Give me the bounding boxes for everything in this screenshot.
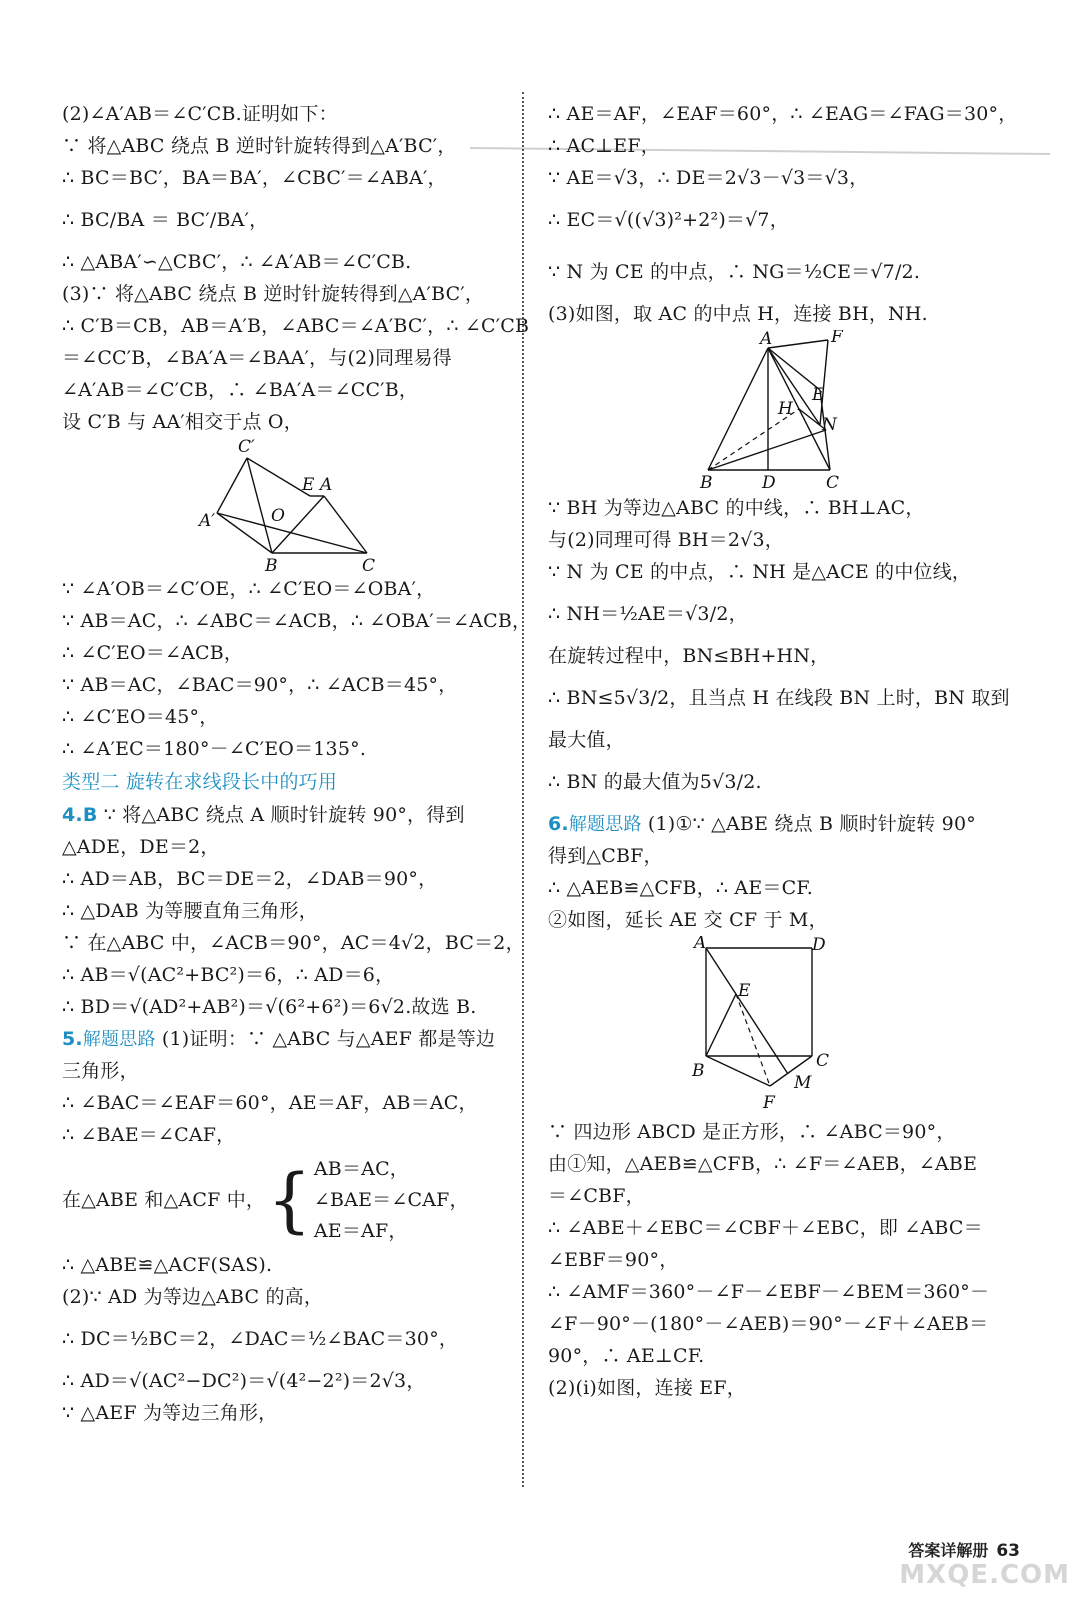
text-line: ∵ BH 为等边△ABC 的中线，∴ BH⊥AC， [548,497,925,519]
section-heading: 类型二 旋转在求线段长中的巧用 [62,771,338,793]
text-line: ∵ 在△ABC 中，∠ACB＝90°，AC＝4√2，BC＝2， [62,932,525,954]
text-line: (2)∵ AD 为等边△ABC 的高， [62,1286,324,1308]
label-b: B [692,1061,705,1081]
label-e: E [812,385,825,405]
text-line: ＝∠CC′B，∠BA′A＝∠BAA′，与(2)同理易得 [62,347,452,369]
page-footer [908,1538,1020,1561]
label-c: C [362,556,376,573]
text-line: 在△ABE 和△ACF 中， [62,1189,266,1211]
text-line: ∵ AB＝AC，∠BAC＝90°，∴ ∠ACB＝45°， [62,674,458,696]
label-c: C [826,473,840,492]
text-line: △ADE，DE＝2， [62,836,220,858]
brace-symbol: { [267,1159,312,1241]
label-a-prime: A′ [199,511,216,531]
text-line: ∴ AE＝AF，∠EAF＝60°，∴ ∠EAG＝∠FAG＝30°， [548,103,1018,125]
text-line: (3)如图，取 AC 的中点 H，连接 BH，NH. [548,303,928,325]
text-line: ∴ AD＝√(AC²−DC²)＝√(4²−2²)＝2√3， [62,1370,426,1392]
label-o: O [271,506,285,526]
label-h: H [778,399,793,419]
text-line: ∴ BN≤5√3/2，且当点 H 在线段 BN 上时，BN 取到 [548,687,1010,709]
text-line: ∴ ∠AMF＝360°－∠F－∠EBF－∠BEM＝360°－ [548,1281,990,1303]
text-line: ∴ C′B＝CB，AB＝A′B，∠ABC＝∠A′BC′，∴ ∠C′CB [62,315,530,337]
text-line: ∴ BC＝BC′，BA＝BA′，∠CBC′＝∠ABA′， [62,167,447,189]
text-line: ∴ ∠BAC＝∠EAF＝60°，AE＝AF，AB＝AC， [62,1092,478,1114]
brace-item: AB＝AC， [313,1157,410,1180]
question-number: 5. [62,1028,83,1050]
text-line: 与(2)同理可得 BH＝2√3， [548,529,784,551]
label-a: A [320,475,333,495]
text-line: ∠A′AB＝∠C′CB，∴ ∠BA′A＝∠CC′B， [62,379,419,401]
question-number: 4.B [62,804,98,826]
text-line: ∴ BD＝√(AD²+AB²)＝√(6²+6²)＝6√2.故选 B. [62,996,477,1018]
label-b: B [700,473,713,492]
text-line: ∵ △AEF 为等边三角形， [62,1402,278,1424]
text-line: ∵ N 为 CE 的中点，∴ NG＝½CE＝√7/2. [548,261,921,283]
text-line: ∴ ∠ABE＋∠EBC＝∠CBF＋∠EBC，即 ∠ABC＝ [548,1217,983,1239]
figure-rotation-1 [62,438,507,573]
text-line: ∴ EC＝√((√3)²+2²)＝√7， [548,209,789,231]
brace-system [62,1151,507,1249]
text-line: ∠F－90°－(180°－∠AEB)＝90°－∠F＋∠AEB＝ [548,1313,989,1335]
text-line: ∴ DC＝½BC＝2，∠DAC＝½∠BAC＝30°， [62,1328,459,1350]
label-m: M [794,1073,812,1093]
text-line: ∴ ∠C′EO＝45°， [62,706,219,728]
text-line: ∴ ∠C′EO＝∠ACB， [62,642,244,664]
label-e: E [738,981,751,1001]
text-line: 设 C′B 与 AA′相交于点 O， [62,411,303,433]
question-5-line [62,1023,507,1055]
label-b: B [265,556,278,573]
label-d: D [762,473,776,492]
text-line: 三角形， [62,1060,139,1082]
text-line: 由①知，△AEB≌△CFB，∴ ∠F＝∠AEB，∠ABE [548,1153,978,1175]
label-e: E [302,475,315,495]
text-line: ∴ BN 的最大值为5√3/2. [548,771,762,793]
text-line: ∵ 四边形 ABCD 是正方形，∴ ∠ABC＝90°， [548,1121,956,1143]
figure-square-3 [548,936,1008,1116]
text-line: 在旋转过程中，BN≤BH+HN， [548,645,830,667]
text-line: ②如图，延长 AE 交 CF 于 M， [548,909,828,931]
right-column [548,98,1018,1404]
text-line: ＝∠CBF， [548,1185,645,1207]
text-line: ∵ ∠A′OB＝∠C′OE，∴ ∠C′EO＝∠OBA′， [62,578,436,600]
label-a: A [760,330,773,349]
question-6-line [548,808,1008,840]
label-c-prime: C′ [238,438,255,457]
text-line: ∠EBF＝90°， [548,1249,679,1271]
text-line: 得到△CBF， [548,845,663,867]
text-line: ∴ AB＝√(AC²+BC²)＝6，∴ AD＝6， [62,964,395,986]
footer-label: 答案详解册 [908,1541,989,1560]
brace-item: ∠BAE＝∠CAF， [313,1188,469,1211]
label-n: N [822,415,837,435]
text-line: ∴ BC/BA ＝ BC′/BA′， [62,209,269,231]
text-line: ∴ ∠BAE＝∠CAF， [62,1124,236,1146]
hint-label: 解题思路 [82,1029,156,1050]
text-line: ∴ △ABA′∽△CBC′，∴ ∠A′AB＝∠C′CB. [62,251,412,273]
label-f: F [831,330,843,347]
text-line: ∵ N 为 CE 的中点，∴ NH 是△ACE 的中位线， [548,561,972,583]
label-a: A [694,936,707,953]
text-line: ∴ △ABE≌△ACF(SAS). [62,1254,273,1276]
text-line: 最大值， [548,729,625,751]
question-4-line [62,799,507,831]
label-d: D [812,936,826,955]
watermark: MXQE.COM [899,1560,1070,1590]
label-f: F [763,1093,775,1113]
brace-item: AE＝AF， [313,1219,408,1242]
text-line: (1)①∵ △ABE 绕点 B 顺时针旋转 90° [647,813,976,835]
left-column [62,98,532,1429]
page-number: 63 [996,1541,1020,1561]
text-line: (3)∵ 将△ABC 绕点 B 逆时针旋转得到△A′BC′， [62,283,485,305]
brace-items [314,1154,469,1247]
hint-label: 解题思路 [568,814,642,835]
text-line: ∵ 将△ABC 绕点 A 顺时针旋转 90°，得到 [103,804,465,826]
text-line: ∴ △DAB 为等腰直角三角形， [62,900,318,922]
text-line: ∵ 将△ABC 绕点 B 逆时针旋转得到△A′BC′， [62,135,457,157]
text-line: (1)证明：∵ △ABC 与△AEF 都是等边 [161,1028,496,1050]
text-line: ∵ AB＝AC，∴ ∠ABC＝∠ACB，∴ ∠OBA′＝∠ACB， [62,610,532,632]
text-line: ∴ AC⊥EF， [548,135,660,157]
figure-triangle-2 [548,330,1008,492]
text-line: (2)∠A′AB＝∠C′CB.证明如下： [62,103,338,125]
text-line: ∵ AE＝√3，∴ DE＝2√3－√3＝√3， [548,167,869,189]
text-line: (2)(i)如图，连接 EF， [548,1377,746,1399]
text-line: ∴ ∠A′EC＝180°－∠C′EO＝135°. [62,738,367,760]
column-divider [522,92,524,1487]
text-line: 90°，∴ AE⊥CF. [548,1345,705,1367]
question-number: 6. [548,813,569,835]
text-line: ∴ AD＝AB，BC＝DE＝2，∠DAB＝90°， [62,868,438,890]
text-line: ∴ △AEB≌△CFB，∴ AE＝CF. [548,877,814,899]
label-c: C [816,1051,830,1071]
text-line: ∴ NH＝½AE＝√3/2， [548,603,748,625]
